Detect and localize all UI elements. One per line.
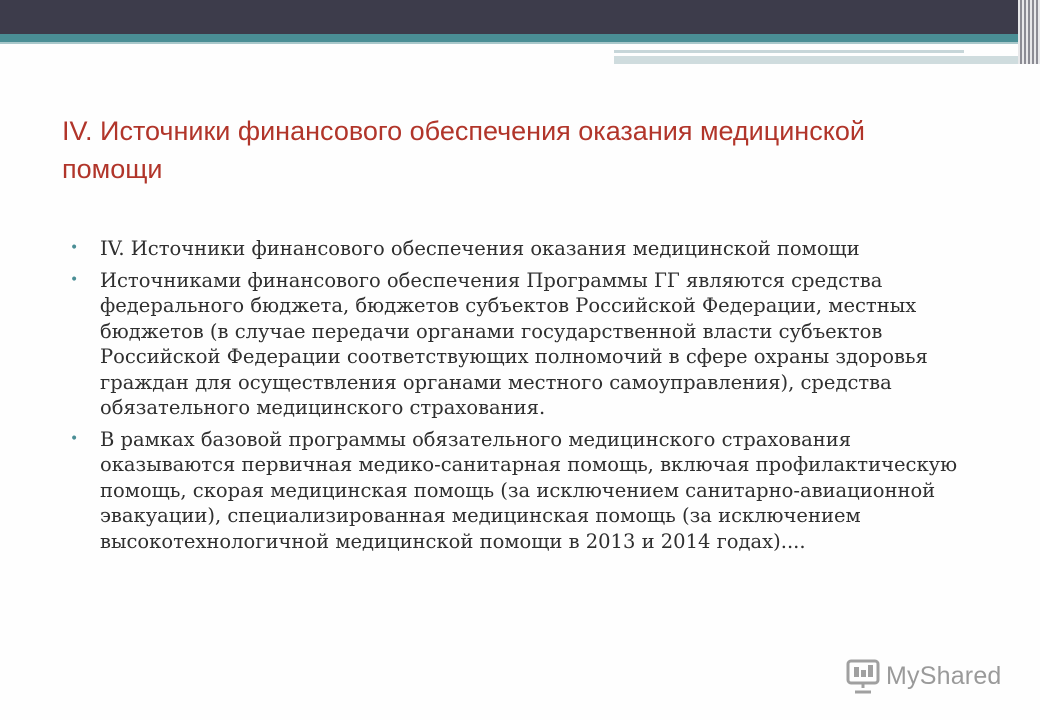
- bullet-text: Источниками финансового обеспечения Программы ГГ являются средства федерального бюджета, бюджетов субъектов Российской Федерации, местных бюджетов (в случае передачи органами государственной власти субъектов Российской Федерации соответствующих полномочий в сфере охраны здоровья граждан для осуществления органами местного самоуправления), средства обязательного медицинского страхования.: [100, 268, 928, 419]
- slide-title: IV. Источники финансового обеспечения оказания медицинской помощи: [62, 116, 865, 184]
- accent-stripe: [614, 50, 964, 53]
- presentation-board-icon: [846, 658, 880, 694]
- accent-stripe-lower: [614, 56, 1040, 64]
- bullet-dot-icon: •: [70, 430, 79, 447]
- bullet-item: [68, 236, 988, 262]
- watermark-text: MyShared: [886, 661, 1002, 690]
- bullet-dot-icon: •: [70, 271, 79, 288]
- bullet-text: В рамках базовой программы обязательного медицинского страхования оказываются первичная медико-санитарная помощь, включая профилактическую помощь, скорая медицинская помощь (за исключением санитарно-авиационной эвакуации), специализированная медицинская помощь (за исключением высокотехнологичной медицинской помощи в 2013 и 2014 годах)....: [100, 427, 958, 553]
- bullet-list: [68, 236, 988, 554]
- accent-band-highlight: [0, 42, 1018, 44]
- decorative-rails: [1018, 0, 1040, 64]
- accent-band: [0, 34, 1018, 42]
- header-bar: [0, 0, 1040, 34]
- bullet-dot-icon: •: [70, 240, 79, 256]
- watermark: [846, 656, 1002, 696]
- bullet-text: IV. Источники финансового обеспечения оказания медицинской помощи: [100, 237, 860, 260]
- bullet-item: [68, 427, 988, 555]
- bullet-item: [68, 268, 988, 421]
